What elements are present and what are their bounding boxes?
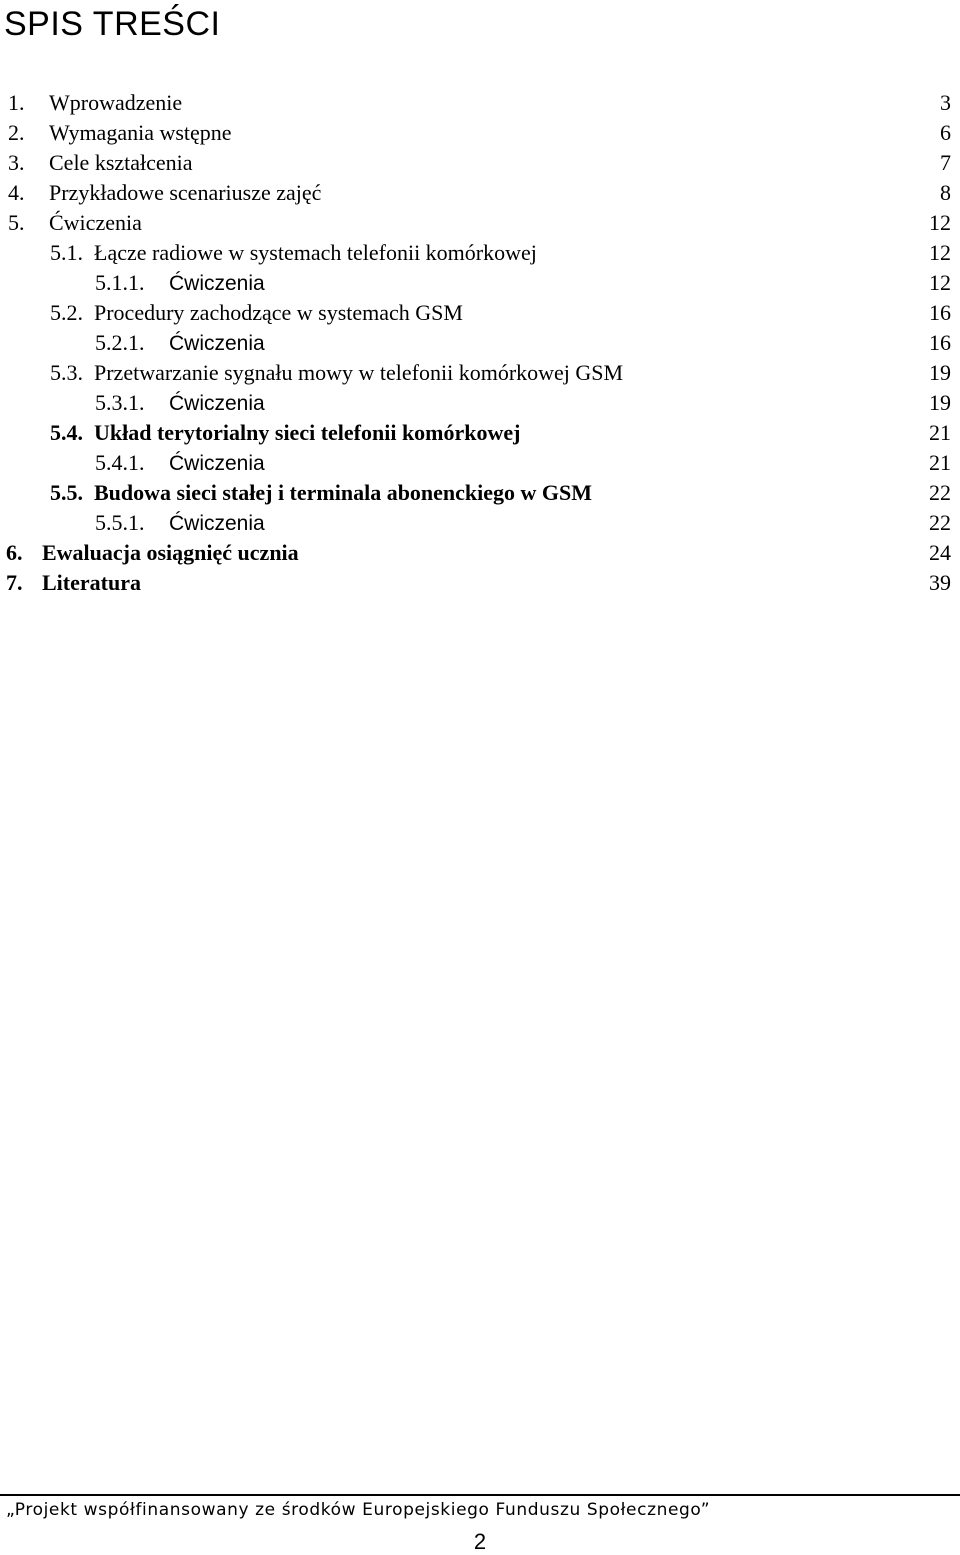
toc-label: Ćwiczenia xyxy=(169,452,265,475)
toc-number: 5.1.1. xyxy=(95,270,145,295)
toc-entry-1 xyxy=(0,88,960,118)
toc-page: 19 xyxy=(929,360,951,385)
toc-page: 19 xyxy=(929,390,951,415)
toc-entry-5 xyxy=(0,208,960,238)
toc-entry-5-4 xyxy=(0,418,960,448)
toc-number: 5.1. xyxy=(50,240,83,265)
toc-label: Wprowadzenie xyxy=(49,90,183,115)
toc-page: 8 xyxy=(940,180,951,205)
toc-page: 12 xyxy=(929,210,951,235)
toc-label: Układ terytorialny sieci telefonii komórkowej xyxy=(94,420,521,445)
toc-number: 5.3.1. xyxy=(95,390,145,415)
footer-divider xyxy=(0,1494,960,1496)
toc-entry-5-2 xyxy=(0,298,960,328)
toc-entry-5-1-1 xyxy=(0,268,960,298)
toc-page: 16 xyxy=(929,300,951,325)
toc-label: Łącze radiowe w systemach telefonii komórkowej xyxy=(94,240,537,265)
toc-number: 3. xyxy=(8,150,25,175)
toc-label: Ćwiczenia xyxy=(169,332,265,355)
toc-label: Ewaluacja osiągnięć ucznia xyxy=(42,540,299,565)
toc-entry-5-5 xyxy=(0,478,960,508)
toc-entry-5-1 xyxy=(0,238,960,268)
toc-page: 39 xyxy=(929,570,951,595)
toc-number: 5.2. xyxy=(50,300,83,325)
toc-label: Cele kształcenia xyxy=(49,150,193,175)
toc-entry-2 xyxy=(0,118,960,148)
toc-page: 6 xyxy=(940,120,951,145)
toc-number: 5.5. xyxy=(50,480,83,505)
table-of-contents xyxy=(0,88,960,598)
toc-page: 22 xyxy=(929,510,951,535)
toc-number: 7. xyxy=(6,570,23,595)
toc-number: 4. xyxy=(8,180,25,205)
toc-entry-5-3-1 xyxy=(0,388,960,418)
footer-funding-note: „Projekt współfinansowany ze środków Europejskiego Funduszu Społecznego” xyxy=(6,1500,711,1520)
toc-entry-5-4-1 xyxy=(0,448,960,478)
toc-page: 22 xyxy=(929,480,951,505)
page-title: SPIS TREŚCI xyxy=(4,5,221,43)
toc-page: 16 xyxy=(929,330,951,355)
toc-number: 1. xyxy=(8,90,25,115)
page-number: 2 xyxy=(473,1529,487,1554)
toc-entry-5-3 xyxy=(0,358,960,388)
toc-page: 7 xyxy=(940,150,951,175)
toc-page: 12 xyxy=(929,270,951,295)
toc-label: Przykładowe scenariusze zajęć xyxy=(49,180,322,205)
toc-label: Procedury zachodzące w systemach GSM xyxy=(94,300,463,325)
toc-label: Ćwiczenia xyxy=(169,392,265,415)
toc-label: Wymagania wstępne xyxy=(49,120,232,145)
toc-page: 21 xyxy=(929,420,951,445)
toc-number: 5.3. xyxy=(50,360,83,385)
toc-label: Ćwiczenia xyxy=(169,272,265,295)
toc-number: 5.4.1. xyxy=(95,450,145,475)
toc-number: 6. xyxy=(6,540,23,565)
toc-entry-6 xyxy=(0,538,960,568)
toc-page: 24 xyxy=(929,540,951,565)
toc-label: Literatura xyxy=(42,570,141,595)
toc-page: 12 xyxy=(929,240,951,265)
toc-number: 2. xyxy=(8,120,25,145)
toc-entry-5-2-1 xyxy=(0,328,960,358)
toc-label: Ćwiczenia xyxy=(169,512,265,535)
toc-number: 5.2.1. xyxy=(95,330,145,355)
toc-entry-7 xyxy=(0,568,960,598)
toc-page: 21 xyxy=(929,450,951,475)
toc-entry-5-5-1 xyxy=(0,508,960,538)
toc-number: 5. xyxy=(8,210,25,235)
toc-number: 5.4. xyxy=(50,420,83,445)
toc-number: 5.5.1. xyxy=(95,510,145,535)
toc-entry-4 xyxy=(0,178,960,208)
toc-label: Ćwiczenia xyxy=(49,210,142,235)
toc-label: Przetwarzanie sygnału mowy w telefonii komórkowej GSM xyxy=(94,360,624,385)
toc-label: Budowa sieci stałej i terminala abonenckiego w GSM xyxy=(94,480,593,505)
toc-page: 3 xyxy=(940,90,951,115)
toc-entry-3 xyxy=(0,148,960,178)
